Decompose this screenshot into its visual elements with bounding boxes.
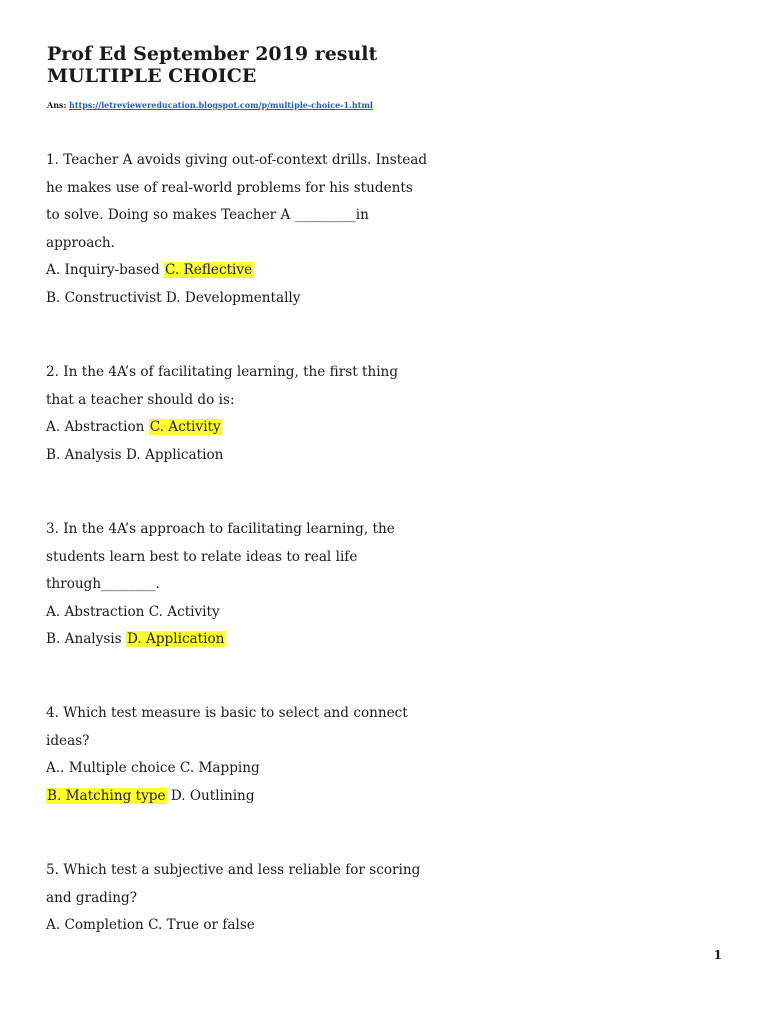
answer-link[interactable]: https://letreviewereducation.blogspot.com/p/multiple-choice-1.html <box>69 100 373 110</box>
q3-option-b: B. Analysis <box>46 631 122 647</box>
question-3-line-1: 3. In the 4A’s approach to facilitating learning, the <box>46 521 395 537</box>
page-number: 1 <box>713 948 722 962</box>
question-5-line-1: 5. Which test a subjective and less reliable for scoring <box>46 862 421 878</box>
question-1-line-3: to solve. Doing so makes Teacher A _________in <box>46 207 369 223</box>
q1-option-c-answer: C. Reflective <box>165 262 253 278</box>
question-1-line-1: 1. Teacher A avoids giving out-of-context drills. Instead <box>46 152 428 168</box>
q2-option-a: A. Abstraction <box>46 419 145 435</box>
q4-option-b-answer: B. Matching type <box>47 788 166 804</box>
q3-option-d-answer: D. Application <box>126 631 225 647</box>
question-1-options-ac <box>46 261 253 279</box>
question-4-options-bd <box>46 787 255 805</box>
document-subtitle: MULTIPLE CHOICE <box>47 65 257 87</box>
q4-option-d: D. Outlining <box>170 788 255 804</box>
question-2-options-bd: B. Analysis D. Application <box>46 447 224 463</box>
question-1-line-2: he makes use of real-world problems for his students <box>46 180 413 196</box>
question-5-options-ac: A. Completion C. True or false <box>46 917 255 933</box>
question-5-line-2: and grading? <box>46 890 137 906</box>
question-1-options-bd: B. Constructivist D. Developmentally <box>46 290 301 306</box>
answer-source <box>47 100 373 110</box>
question-3-line-3: through________. <box>46 576 160 592</box>
question-4-line-1: 4. Which test measure is basic to select and connect <box>46 705 408 721</box>
question-2-line-1: 2. In the 4A’s of facilitating learning, the first thing <box>46 364 399 380</box>
q1-option-a: A. Inquiry-based <box>46 262 160 278</box>
question-2-options-ac <box>46 418 222 436</box>
q2-option-c-answer: C. Activity <box>149 419 221 435</box>
question-1-line-4: approach. <box>46 235 115 251</box>
question-4-options-ac: A.. Multiple choice C. Mapping <box>46 760 260 776</box>
question-2-line-2: that a teacher should do is: <box>46 392 235 408</box>
answer-label: Ans: <box>47 100 67 110</box>
question-3-line-2: students learn best to relate ideas to real life <box>46 549 358 565</box>
question-3-options-ac: A. Abstraction C. Activity <box>46 604 220 620</box>
question-3-options-bd <box>46 630 225 648</box>
question-4-line-2: ideas? <box>46 733 90 749</box>
document-title: Prof Ed September 2019 result <box>47 43 378 65</box>
